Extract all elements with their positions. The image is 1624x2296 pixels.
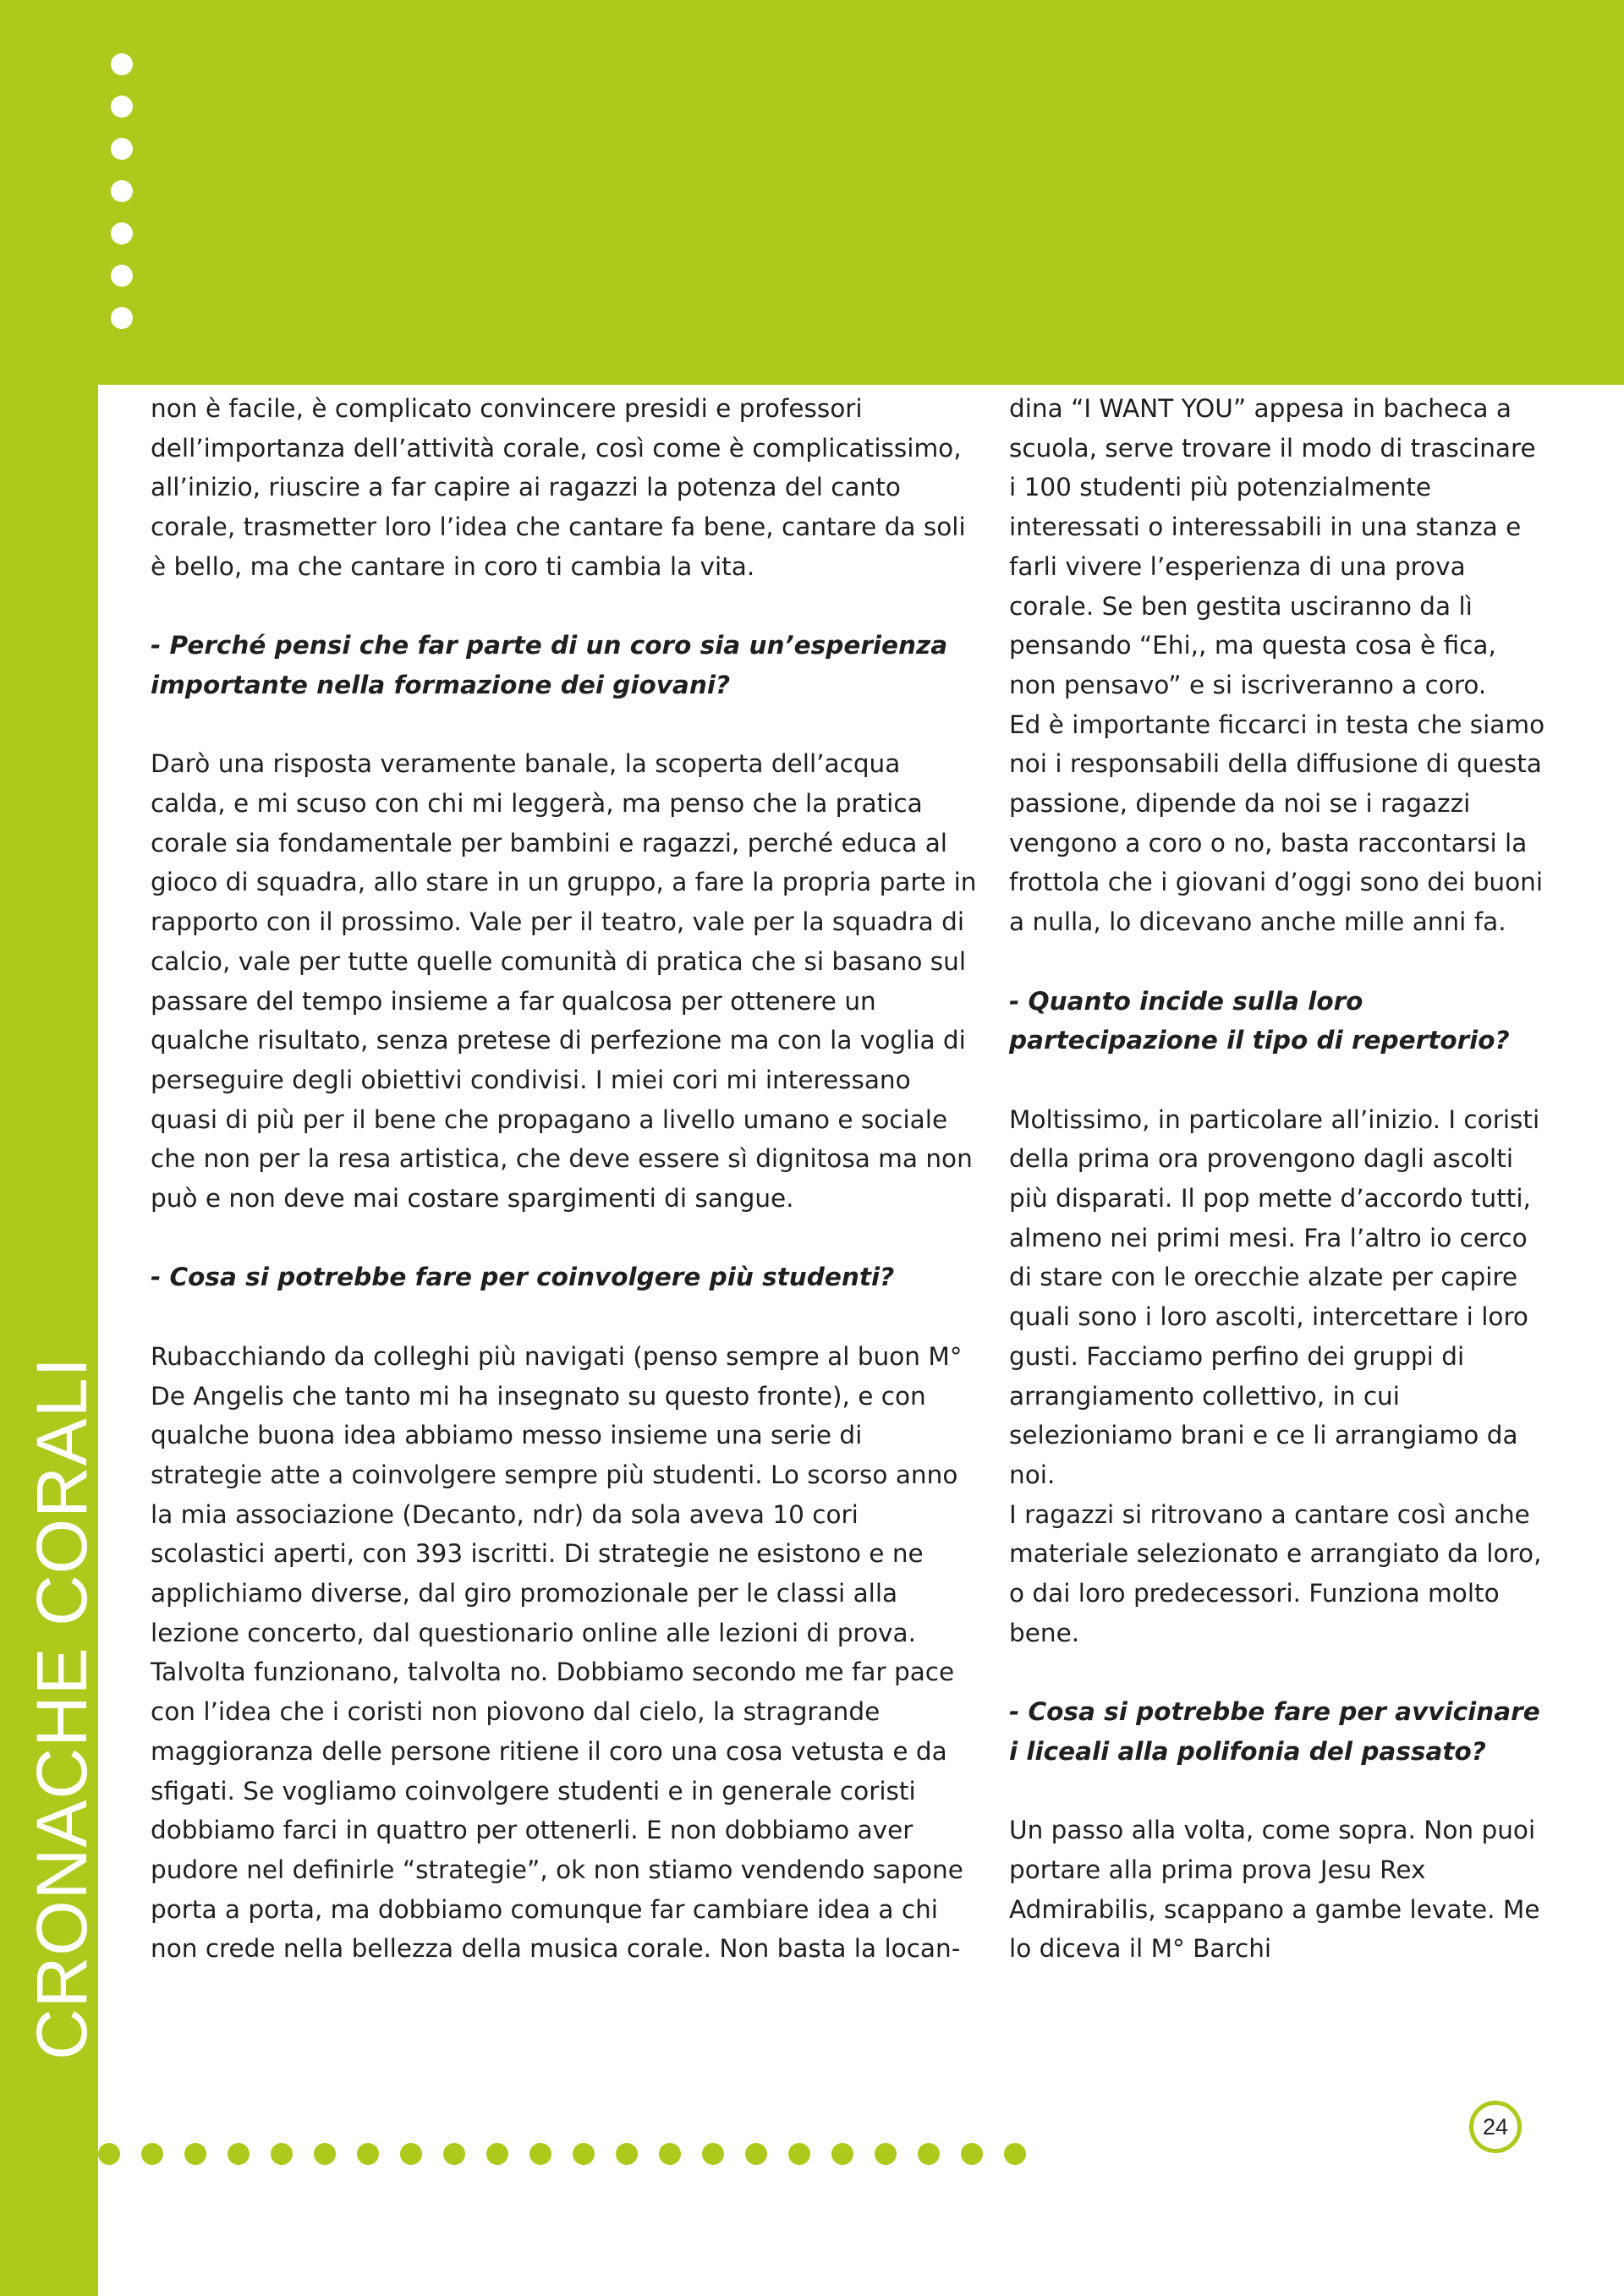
answer-paragraph: Ed è importante ficcarci in testa che siamo noi i responsabili della diffusione di questa passione, dipende da noi se i ragazzi vengono a coro o no, basta raccontarsi la frottola che i giovani d’oggi sono dei buoni a nulla, lo dicevano anche mille anni fa. <box>1009 710 1545 937</box>
dot <box>314 2143 336 2165</box>
dot <box>961 2143 983 2165</box>
dot <box>184 2143 206 2165</box>
answer-paragraph: dina “I WANT YOU” appesa in bacheca a scuola, serve trovare il modo di trascinare i 100 studenti più potenzialmente interessati o interessabili in una stanza e farli vivere l’esperienza di una prova corale. Se ben gestita usciranno da lì pensando “Ehi,, ma questa cosa è fica, non pensavo” e si iscriveranno a coro. <box>1009 394 1536 699</box>
header-band <box>0 0 1624 385</box>
page-number: 24 <box>1469 2101 1522 2153</box>
dot <box>111 96 133 118</box>
dot <box>141 2143 163 2165</box>
dot <box>98 2143 120 2165</box>
dot <box>918 2143 940 2165</box>
dot <box>788 2143 810 2165</box>
answer-paragraph: Rubacchiando da colleghi più navigati (penso sempre al buon M° De Angelis che tanto mi ha insegnato su questo fronte), e con qualche buona idea abbiamo messo insieme una serie di strategie atte a coinvolgere sempre più studenti. Lo scorso anno la mia associazione (Decanto, ndr) da sola aveva 10 cori scolastici aperti, con 393 iscritti. Di strategie ne esistono e ne applichiamo diverse, dal giro promozionale per le classi alla lezione concerto, dal questionario online alle lezioni di prova. Talvolta funzionano, talvolta no. Dobbiamo secondo me far pace con l’idea che i coristi non piovono dal cielo, la stragrande maggioranza delle persone ritiene il coro una cosa vetusta e da sfigati. Se vogliamo coinvolgere studenti e in generale coristi dobbiamo farci in quattro per ottenerli. E non dobbiamo aver pudore nel definirle “strategie”, ok non stiamo vendendo sapone porta a porta, ma dobbiamo comunque far cambiare idea a chi non crede nella bellezza della musica corale. Non basta la locan- <box>151 1341 963 1964</box>
dot <box>875 2143 897 2165</box>
answer-paragraph: non è facile, è complicato convincere presidi e professori dell’importanza dell’attività corale, così come è complicatissimo, all’inizio, riuscire a far capire ai ragazzi la potenza del canto corale, trasmetter loro l’idea che cantare fa bene, cantare da soli è bello, ma che cantare in coro ti cambia la vita. <box>151 394 966 581</box>
dot <box>573 2143 595 2165</box>
dot <box>616 2143 638 2165</box>
dot <box>486 2143 508 2165</box>
dot <box>529 2143 551 2165</box>
dot <box>111 180 133 202</box>
right-column <box>1009 389 1550 1969</box>
dot <box>400 2143 422 2165</box>
interview-question: - Cosa si potrebbe fare per avvicinare i liceali alla polifonia del passato? <box>1009 1697 1540 1766</box>
dot <box>271 2143 293 2165</box>
answer-paragraph: Darò una risposta veramente banale, la scoperta dell’acqua calda, e mi scuso con chi mi leggerà, ma penso che la pratica corale sia fondamentale per bambini e ragazzi, perché educa al gioco di squadra, allo stare in un gruppo, a fare la propria parte in rapporto con il prossimo. Vale per il teatro, vale per la squadra di calcio, vale per tutte quelle comunità di pratica che si basano sul passare del tempo insieme a far qualcosa per ottenere un qualche risultato, senza pretese di perfezione ma con la voglia di perseguire degli obiettivi condivisi. I miei cori mi interessano quasi di più per il bene che propagano a livello umano e sociale che non per la resa artistica, che deve essere sì dignitosa ma non può e non deve mai costare spargimenti di sangue. <box>151 749 977 1214</box>
interview-question: - Quanto incide sulla loro partecipazione il tipo di repertorio? <box>1009 986 1510 1055</box>
left-column <box>151 389 979 1969</box>
answer-paragraph: I ragazzi si ritrovano a cantare così anche materiale selezionato e arrangiato da loro, o dai loro predecessori. Funziona molto bene. <box>1009 1499 1542 1647</box>
answer-paragraph: Un passo alla volta, come sopra. Non puoi portare alla prima prova Jesu Rex Admirabilis, scappano a gambe levate. Me lo diceva il M° Barchi <box>1009 1816 1540 1964</box>
dot <box>111 222 133 244</box>
dot <box>831 2143 853 2165</box>
dot <box>111 53 133 75</box>
dot <box>111 307 133 329</box>
dot <box>745 2143 767 2165</box>
dot <box>443 2143 465 2165</box>
dot <box>228 2143 250 2165</box>
dot <box>357 2143 379 2165</box>
decorative-dots-horizontal <box>98 2143 1047 2165</box>
dot <box>111 138 133 160</box>
dot <box>111 265 133 287</box>
dot <box>659 2143 681 2165</box>
section-label: CRONACHE CORALI <box>22 1356 102 2060</box>
dot <box>1004 2143 1026 2165</box>
dot <box>702 2143 724 2165</box>
decorative-dots-vertical <box>111 53 133 349</box>
answer-paragraph: Moltissimo, in particolare all’inizio. I coristi della prima ora provengono dagli ascolti più disparati. Il pop mette d’accordo tutti, almeno nei primi mesi. Fra l’altro io cerco di stare con le orecchie alzate per capire quali sono i loro ascolti, intercettare i loro gusti. Facciamo perfino dei gruppi di arrangiamento collettivo, in cui selezioniamo brani e ce li arrangiamo da noi. <box>1009 1104 1540 1489</box>
interview-question: - Cosa si potrebbe fare per coinvolgere più studenti? <box>151 1263 895 1292</box>
interview-question: - Perché pensi che far parte di un coro sia un’esperienza importante nella formazione dei giovani? <box>151 631 948 699</box>
